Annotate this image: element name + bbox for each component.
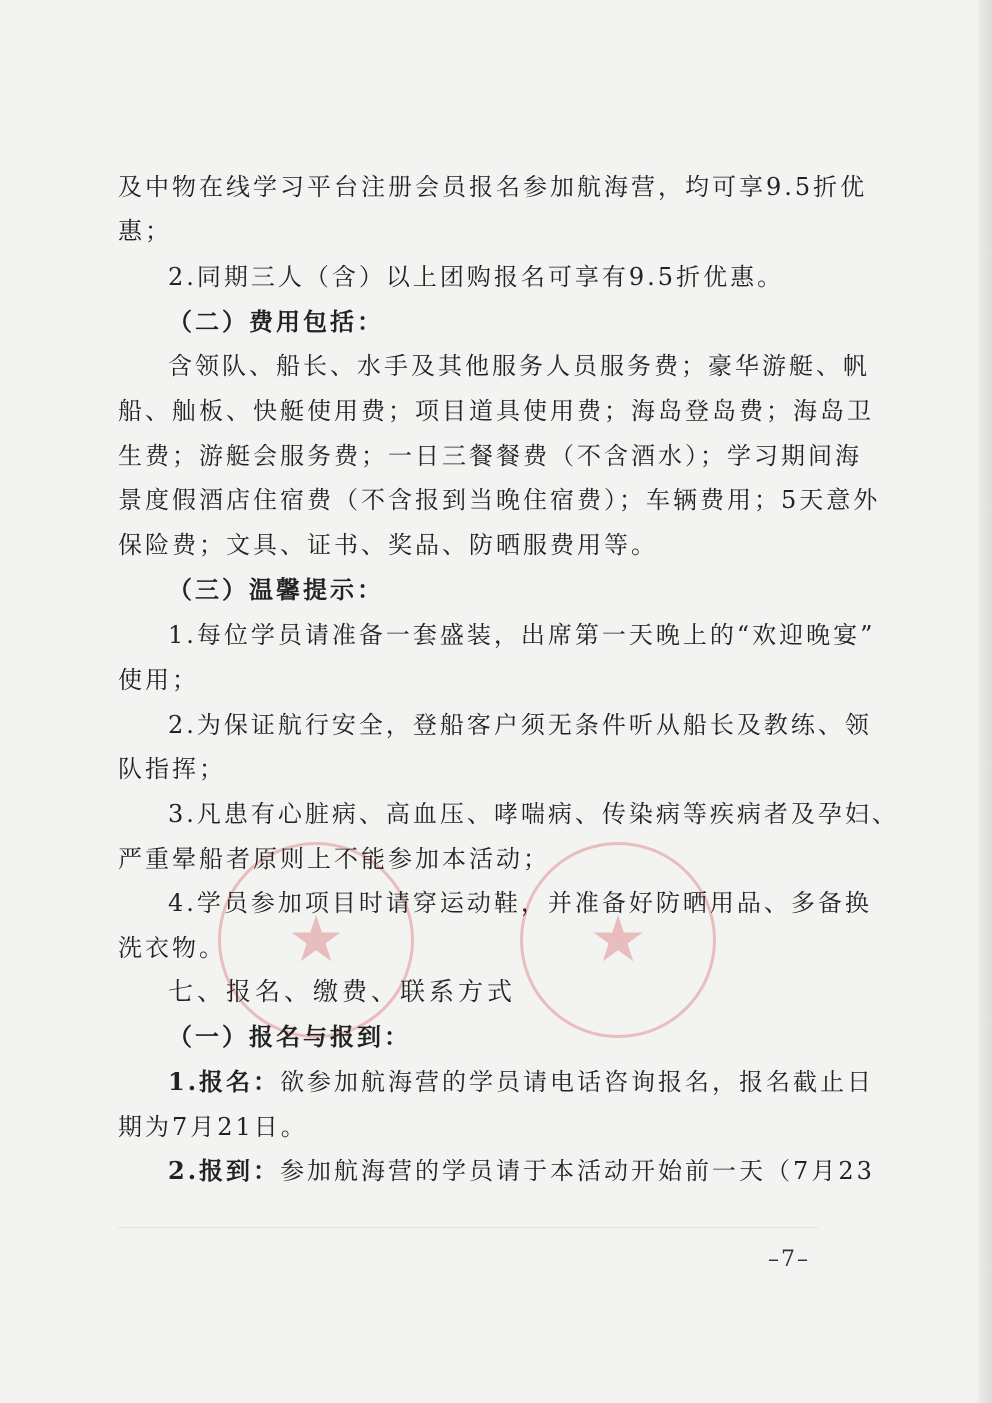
star-icon: ★ [589,903,647,977]
body-text-line: 惠； [118,217,172,245]
body-text-line: 期为7月21日。 [118,1113,308,1141]
body-text-line: 队指挥； [118,755,226,783]
body-text-line: 3.凡患有心脏病、高血压、哮喘病、传染病等疾病者及孕妇、 [168,800,899,828]
inline-label: 2.报到： [168,1156,281,1185]
star-icon: ★ [287,903,345,977]
section-subheading: （一）报名与报到： [168,1022,411,1051]
body-text-line: 4.学员参加项目时请穿运动鞋，并准备好防晒用品、多备换 [168,889,872,917]
page-number: –7– [768,1247,810,1272]
body-text-line: 严重晕船者原则上不能参加本活动； [118,845,550,873]
body-text-line: 保险费；文具、证书、奖品、防晒服费用等。 [118,531,658,559]
body-text-line: 含领队、船长、水手及其他服务人员服务费；豪华游艇、帆 [168,352,870,380]
body-text-line: 船、舢板、快艇使用费；项目道具使用费；海岛登岛费；海岛卫 [118,397,874,425]
body-text-line: 生费；游艇会服务费；一日三餐餐费（不含酒水）；学习期间海 [118,442,862,470]
body-text-line [168,1155,875,1187]
body-text-line: 2.同期三人（含）以上团购报名可享有9.5折优惠。 [168,263,785,291]
inline-text: 欲参加航海营的学员请电话咨询报名，报名截止日 [280,1068,875,1096]
body-text-line [168,1066,874,1098]
body-text-line: 景度假酒店住宿费（不含报到当晚住宿费）；车辆费用；5天意外 [118,486,881,514]
body-text-line: 及中物在线学习平台注册会员报名参加航海营，均可享9.5折优 [118,173,868,201]
body-text-line: 1.每位学员请准备一套盛装，出席第一天晚上的“欢迎晚宴” [168,621,876,649]
section-heading: 七、报名、缴费、联系方式 [168,977,517,1006]
body-text-line: 使用； [118,666,199,694]
inline-label: 1.报名： [168,1067,281,1096]
section-subheading: （三）温馨提示： [168,575,384,604]
body-text-line: 2.为保证航行安全，登船客户须无条件听从船长及教练、领 [168,711,872,739]
body-text-line: 洗衣物。 [118,934,226,962]
page-edge-shadow [978,0,992,1403]
section-subheading: （二）费用包括： [168,307,384,336]
footer-rule [118,1227,818,1228]
inline-text: 参加航海营的学员请于本活动开始前一天（7月23 [280,1157,875,1185]
